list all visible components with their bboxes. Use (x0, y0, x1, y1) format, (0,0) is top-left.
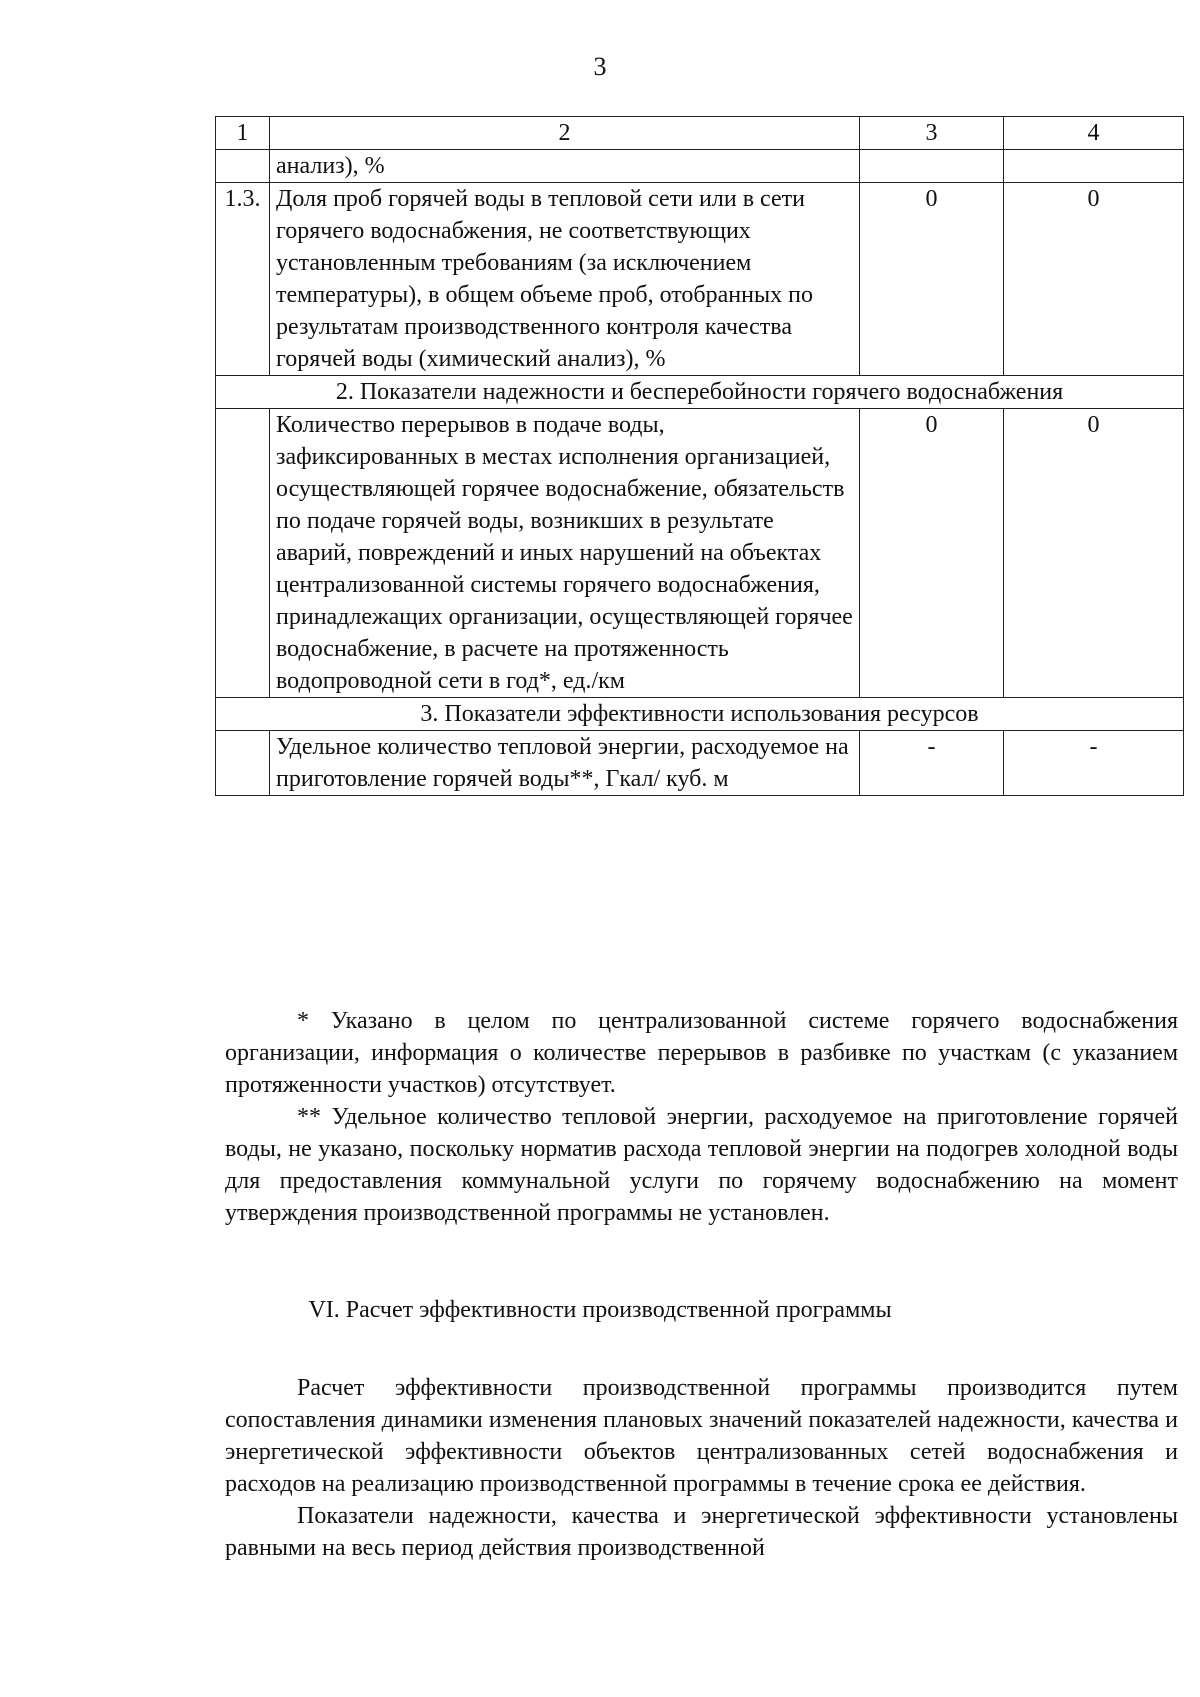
value-col4: - (1004, 731, 1184, 796)
indicator-text: Количество перерывов в подаче воды, зафиксированных в местах исполнения организацией, осуществляющей горячее водоснабжение, обязательств по подаче горячей воды, возникших в результате аварий, повреждений и иных нарушений на объектах централизованной системы горячего водоснабжения, принадлежащих организации, осуществляющей горячее водоснабжение, в расчете на протяженность водопроводной сети в год*, ед./км (270, 409, 860, 698)
section-heading: VI. Расчет эффективности производственной программы (308, 1297, 892, 1323)
row-number (216, 150, 270, 183)
indicator-text: Удельное количество тепловой энергии, расходуемое на приготовление горячей воды**, Гкал/ куб. м (270, 731, 860, 796)
value-col3 (860, 150, 1004, 183)
body-text (225, 1372, 1178, 1564)
table-header-row (216, 117, 1184, 150)
header-cell-3: 3 (860, 117, 1004, 150)
table-row (216, 183, 1184, 376)
row-number (216, 731, 270, 796)
section-row (216, 698, 1184, 731)
section-title: 2. Показатели надежности и бесперебойности горячего водоснабжения (216, 376, 1184, 409)
footnotes (225, 1005, 1178, 1229)
value-col4: 0 (1004, 183, 1184, 376)
header-cell-2: 2 (270, 117, 860, 150)
indicator-text: Доля проб горячей воды в тепловой сети или в сети горячего водоснабжения, не соответствующих установленным требованиям (за исключением температуры), в общем объеме проб, отобранных по результатам производственного контроля качества горячей воды (химический анализ), % (270, 183, 860, 376)
footnote-2: ** Удельное количество тепловой энергии, расходуемое на приготовление горячей воды, не указано, поскольку норматив расхода тепловой энергии на подогрев холодной воды для предоставления коммунальной услуги по горячему водоснабжению на момент утверждения производственной программы не установлен. (225, 1104, 1178, 1226)
row-number (216, 409, 270, 698)
indicator-text: анализ), % (270, 150, 860, 183)
indicators-table (215, 116, 1184, 796)
header-cell-4: 4 (1004, 117, 1184, 150)
body-paragraph-2: Показатели надежности, качества и энергетической эффективности установлены равными на весь период действия производственной (225, 1503, 1178, 1561)
table-row (216, 409, 1184, 698)
footnote-1: * Указано в целом по централизованной системе горячего водоснабжения организации, информация о количестве перерывов в разбивке по участкам (с указанием протяженности участков) отсутствует. (225, 1008, 1178, 1098)
section-title: 3. Показатели эффективности использования ресурсов (216, 698, 1184, 731)
page-number: 3 (593, 52, 607, 81)
value-col4 (1004, 150, 1184, 183)
header-cell-1: 1 (216, 117, 270, 150)
value-col3: - (860, 731, 1004, 796)
body-paragraph-1: Расчет эффективности производственной программы производится путем сопоставления динамики изменения плановых значений показателей надежности, качества и энергетической эффективности объектов централизованных сетей водоснабжения и расходов на реализацию производственной программы в течение срока ее действия. (225, 1375, 1178, 1497)
value-col3: 0 (860, 183, 1004, 376)
value-col4: 0 (1004, 409, 1184, 698)
table-row (216, 731, 1184, 796)
value-col3: 0 (860, 409, 1004, 698)
row-number: 1.3. (216, 183, 270, 376)
section-row (216, 376, 1184, 409)
table-row (216, 150, 1184, 183)
